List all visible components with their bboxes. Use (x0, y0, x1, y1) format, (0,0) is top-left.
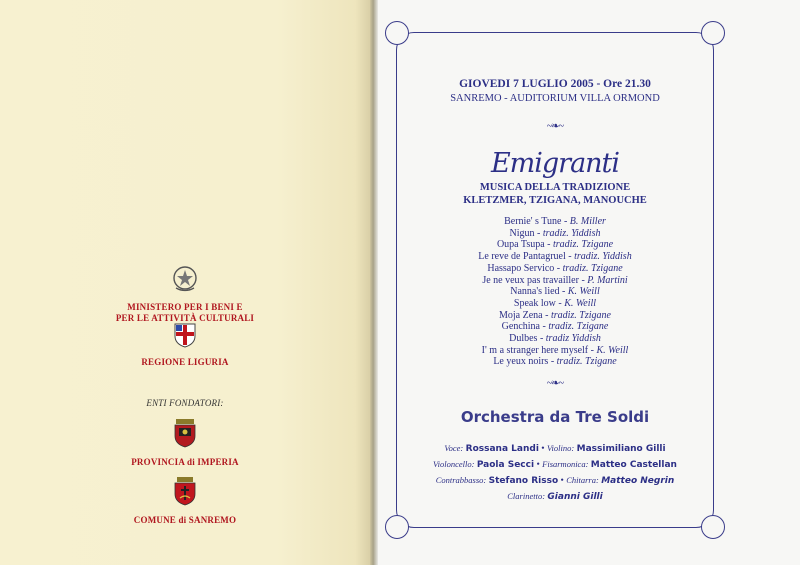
founders-label: ENTI FONDATORI: (146, 398, 224, 408)
region-label: REGIONE LIGURIA (141, 357, 229, 367)
liguria-shield-icon (173, 322, 197, 348)
list-item: Speak low - K. Weill (513, 297, 597, 309)
cast-row-4: Clarinetto: Gianni Gilli (507, 491, 603, 502)
orchestra-name: Orchestra da Tre Soldi (460, 408, 650, 426)
list-item: Je ne veux pas travailler - P. Martini (482, 274, 628, 286)
left-page (0, 0, 370, 565)
cast-row-3: Contrabbasso: Stefano Risso • Chitarra: Matteo Negrin (435, 475, 675, 486)
cast-row-2: Violoncello: Paola Secci • Fisarmonica: Matteo Castellan (433, 459, 677, 470)
ministry-line-2: PER LE ATTIVITÀ CULTURALI (115, 313, 255, 323)
list-item: Moja Zena - tradiz. Tzigane (499, 309, 611, 321)
italian-republic-emblem-icon (172, 265, 198, 293)
list-item: Genchina - tradiz. Tzigane (501, 321, 609, 333)
founders-label-block (100, 398, 270, 409)
list-item: I' m a stranger here myself - K. Weill (481, 344, 629, 356)
imperia-coat-of-arms-icon (172, 418, 198, 448)
list-item: Nigun - tradiz. Yiddish (509, 227, 601, 239)
list-item: Dulbes - tradiz Yiddish (509, 333, 601, 345)
list-item: Hassapo Servico - tradiz. Tzigane (487, 262, 623, 274)
list-item: Bernie' s Tune - B. Miller (504, 216, 606, 227)
subtitle-line-2: KLETZMER, TZIGANA, MANOUCHE (463, 195, 647, 206)
comune-label: COMUNE di SANREMO (133, 515, 237, 525)
ministry-line-1: MINISTERO PER I BENI E (127, 302, 243, 312)
list-item: Le reve de Pantagruel - tradiz. Yiddish (478, 251, 632, 263)
sanremo-coat-of-arms-icon (172, 476, 198, 506)
event-date: GIOVEDI 7 LUGLIO 2005 - Ore 21.30 (459, 78, 651, 90)
ornament-icon: ~❧~ (546, 121, 564, 132)
ornament-icon: ~❧~ (546, 378, 564, 389)
event-venue: SANREMO - AUDITORIUM VILLA ORMOND (450, 93, 660, 104)
right-page (378, 0, 800, 565)
song-list (396, 216, 714, 368)
concert-title: Emigranti (490, 148, 620, 179)
cast-row-1: Voce: Rossana Landi • Violino: Massimiliano Gilli (444, 443, 666, 454)
subtitle-line-1: MUSICA DELLA TRADIZIONE (479, 182, 631, 193)
region-block (100, 322, 270, 368)
book-gutter (370, 0, 378, 565)
list-item: Oupa Tsupa - tradiz. Tzigane (496, 239, 614, 251)
province-label: PROVINCIA di IMPERIA (131, 457, 239, 467)
list-item: Le yeux noirs - tradiz. Tzigane (493, 356, 617, 368)
list-item: Nanna's lied - K. Weill (510, 286, 600, 298)
ministry-block (100, 265, 270, 324)
province-block (100, 418, 270, 468)
comune-block (100, 476, 270, 526)
